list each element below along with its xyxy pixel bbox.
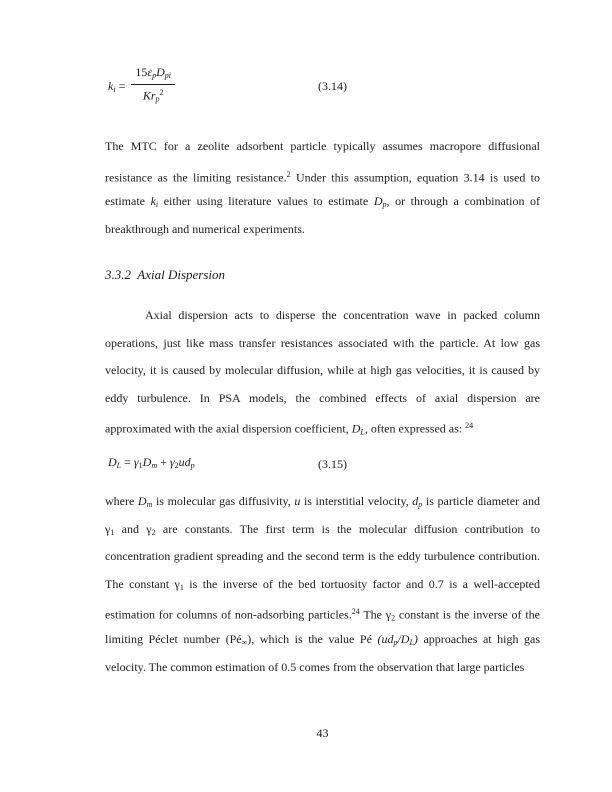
text-run: 2 <box>174 460 179 470</box>
text-run: k <box>108 78 114 93</box>
text-run: Axial dispersion acts to disperse the concentration wave in packed column <box>145 308 540 322</box>
text-line <box>105 188 540 216</box>
text-run: 24 <box>351 607 360 617</box>
text-run: D <box>142 454 152 469</box>
text-line <box>105 133 540 161</box>
text-run: d <box>412 494 419 508</box>
text-run: L <box>409 637 414 647</box>
text-run: i <box>113 84 116 94</box>
text-run: m <box>151 460 158 470</box>
equation-3-15-body <box>105 449 195 480</box>
text-run: k <box>150 194 156 209</box>
text-run: is interstitial velocity, <box>300 494 413 508</box>
paragraph-where-dm <box>105 488 540 681</box>
text-run: ∞ <box>241 637 248 647</box>
text-run: D <box>351 421 361 436</box>
text-run: r <box>150 88 156 103</box>
text-run: L <box>360 427 365 437</box>
text-run: eddy turbulence. In PSA models, the combined effects of axial dispersion are <box>105 390 540 405</box>
text-line <box>105 488 540 516</box>
text-line <box>105 598 540 626</box>
text-run: γ <box>133 454 139 469</box>
text-run: p <box>382 200 387 210</box>
text-run: i <box>155 200 159 210</box>
text-run: D <box>108 454 117 469</box>
text-run: constant is the inverse of the <box>395 607 540 622</box>
text-run: The constant γ <box>105 576 180 591</box>
text-run: ), which is the value Pé <box>247 631 378 646</box>
text-run: are constants. The first term is the molecular diffusion contribution to <box>155 521 540 536</box>
page-content <box>105 0 540 792</box>
text-run: 2 <box>286 169 291 179</box>
text-run: limiting Péclet number (Pé <box>105 631 242 646</box>
text-run: breakthrough and numerical experiments. <box>105 221 305 236</box>
text-run: D <box>373 194 383 209</box>
section-heading-3-3-2: 3.3.2 Axial Dispersion <box>105 267 226 282</box>
equation-3-15-number: (3.15) <box>318 456 347 471</box>
equation-3-14-numerator <box>131 65 175 85</box>
text-line <box>105 412 540 440</box>
text-run: p <box>152 71 157 81</box>
text-run: 1 <box>179 582 184 592</box>
text-run: K <box>142 88 151 103</box>
text-run: operations, just like mass transfer resistances associated with the particle. At low gas <box>105 335 540 350</box>
equation-3-14-lhs <box>105 79 125 94</box>
text-run: p <box>155 94 160 104</box>
text-run: 15 <box>135 65 148 80</box>
text-run: 2 <box>391 613 396 623</box>
paragraph-mtc <box>105 133 540 243</box>
text-run: approximated with the axial dispersion coefficient, <box>105 421 352 436</box>
text-run: estimation for columns of non-adsorbing particles. <box>105 607 352 622</box>
text-run: either using literature values to estimate <box>158 194 374 209</box>
text-run: D <box>137 494 147 508</box>
text-run: estimate <box>105 194 151 209</box>
text-line <box>105 626 540 654</box>
text-run: pi <box>164 71 171 81</box>
text-line <box>105 302 540 330</box>
text-line <box>105 216 540 244</box>
equation-3-14-number: (3.14) <box>318 79 347 93</box>
text-run: , or through a combination of <box>386 194 541 209</box>
text-run: and γ <box>114 521 152 536</box>
text-run: is the inverse of the bed tortuosity factor and 0.7 is a well-accepted <box>183 576 541 591</box>
text-run: = <box>115 78 126 93</box>
paragraph-axial-dispersion <box>105 302 540 440</box>
text-line <box>105 516 540 544</box>
text-run: γ <box>169 454 175 469</box>
text-run: , often expressed as: <box>364 421 466 436</box>
equation-3-15 <box>105 450 540 478</box>
equation-3-14-denominator <box>143 85 164 107</box>
text-run: 2 <box>159 88 164 98</box>
text-run: 2 <box>151 527 156 537</box>
text-line <box>105 654 540 682</box>
text-line <box>105 385 540 413</box>
text-run: The γ <box>359 607 392 622</box>
text-run: u <box>294 494 301 508</box>
text-run: γ <box>105 521 111 536</box>
text-run: L <box>116 460 122 470</box>
text-run: velocity. The common estimation of 0.5 comes from the observation that large particles <box>105 659 525 674</box>
text-run: 1 <box>110 527 115 537</box>
text-run: 24 <box>465 421 474 431</box>
page-number: 43 <box>316 726 329 740</box>
text-run: = <box>121 454 134 469</box>
text-run: where <box>105 494 138 508</box>
text-run: /D <box>397 631 410 646</box>
text-run: resistance as the limiting resistance. <box>105 170 287 185</box>
text-run: ε <box>147 65 153 80</box>
text-line <box>105 543 540 571</box>
text-line <box>105 357 540 385</box>
text-run: concentration gradient spreading and the second term is the eddy turbulence contribution. <box>105 549 540 564</box>
text-run: p <box>190 460 195 470</box>
text-run: p <box>393 637 398 647</box>
text-run: 1 <box>138 460 143 470</box>
text-run: D <box>156 65 165 80</box>
text-run: is particle diameter and <box>422 494 540 508</box>
text-run: m <box>146 500 153 509</box>
text-run: ) <box>413 631 418 646</box>
text-line <box>105 161 540 189</box>
text-run: d <box>184 454 191 469</box>
text-line <box>105 330 540 358</box>
text-run: + <box>157 454 170 469</box>
equation-3-14 <box>105 65 540 104</box>
equation-3-14-fraction <box>131 65 175 107</box>
text-run: u <box>178 454 185 469</box>
text-run: approaches at high gas <box>417 631 540 646</box>
text-run: Under this assumption, equation 3.14 is used to <box>290 170 540 185</box>
text-run: velocity, it is caused by molecular diffusion, while at high gas velocities, it is caused by <box>105 363 540 378</box>
text-run: p <box>418 500 423 509</box>
text-run: is molecular gas diffusivity, <box>152 494 295 508</box>
text-run: (ud <box>377 631 394 646</box>
text-line <box>105 571 540 599</box>
text-run: The MTC for a zeolite adsorbent particle typically assumes macropore diffusional <box>105 139 540 153</box>
